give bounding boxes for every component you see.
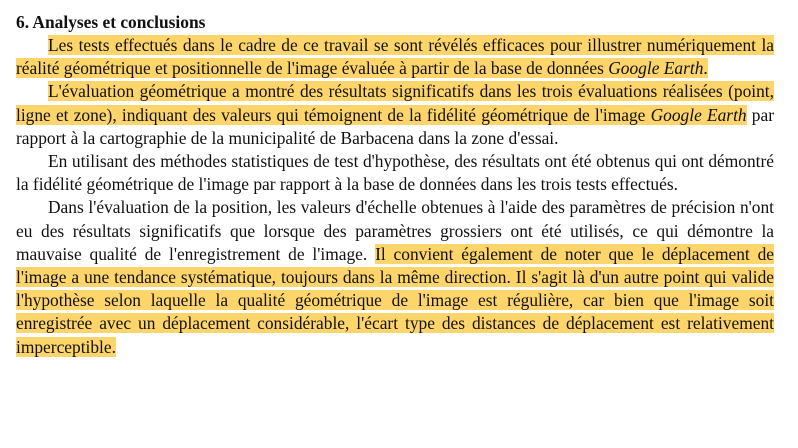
highlighted-text: [16, 81, 774, 124]
paragraph-1-text: Les tests effectués dans le cadre de ce travail se sont révélés efficaces pour illustrer numériquement la réalité géométrique et positionnelle de l'image évaluée à partir de la base de données: [16, 35, 774, 79]
document-body: [16, 11, 774, 359]
paragraph-4: [16, 196, 774, 358]
highlighted-text: Il convient également de noter que le déplacement de l'image a une tendance systématique, toujours dans la même direction. Il s'agit là d'un autre point qui valide l'hypothèse selon laquelle la qualité géométrique de l'image est régulière, car bien que l'image soit enregistrée avec un déplacement considérable, l'écart type des distances de déplacement est relativement imperceptible.: [16, 243, 774, 357]
paragraph-2-italic: Google Earth: [650, 104, 747, 125]
paragraph-1-end: .: [703, 58, 708, 79]
paragraph-1: [16, 34, 774, 80]
paragraph-2-text: L'évaluation géométrique a montré des résultats significatifs dans les trois évaluations réalisées (point, ligne et zone), indiquant des valeurs qui témoignent de la fidélité géométrique de l'image: [16, 81, 774, 125]
paragraph-4-text: Dans l'évaluation de la position, les valeurs d'échelle obtenues à l'aide des paramètres de précision n'ont eu des résultats significatifs que lorsque des paramètres grossiers ont été utilisés, ce qui démontre la mauvaise qualité de l'enregistrement de l'image.: [16, 197, 774, 264]
paragraph-1-italic: Google Earth: [608, 58, 704, 79]
highlighted-text: [16, 35, 774, 78]
paragraph-3: En utilisant des méthodes statistiques de test d'hypothèse, des résultats ont été obtenus qui ont démontré la fidélité géométrique de l'image par rapport à la base de données dans les trois tests effectués.: [16, 151, 774, 195]
paragraph-2-end: par rapport à la cartographie de la municipalité de Barbacena dans la zone d'essai.: [16, 104, 775, 148]
paragraph-2: [16, 80, 774, 150]
section-heading: 6. Analyses et conclusions: [16, 12, 206, 32]
